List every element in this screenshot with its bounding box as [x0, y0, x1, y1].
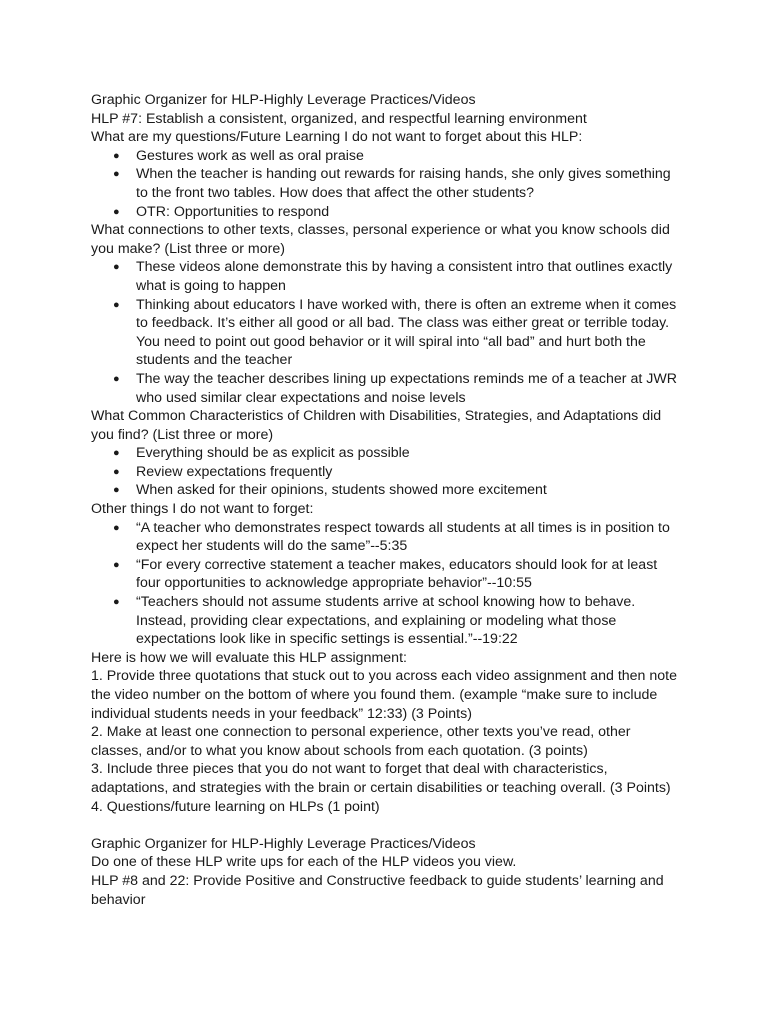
evaluation-item: 3. Include three pieces that you do not want to forget that deal with characteristics, adaptations, and strategies with the brain or certain disabilities or teaching overall. (3 Points) [91, 761, 671, 796]
list-item: ● These videos alone demonstrate this by having a consistent intro that outlines exactly what is going to happen [113, 259, 673, 294]
connections-heading: What connections to other texts, classes, personal experience or what you know schools did you make? (List three or more) [91, 222, 670, 257]
list-item: ● “A teacher who demonstrates respect towards all students at all times is in position to expect her students will do the same”--5:35 [113, 519, 670, 555]
list-item: ● “For every corrective statement a teacher makes, educators should look for at least four opportunities to acknowledge appropriate behavior”--10:55 [113, 556, 658, 592]
bullet-icon: ● [113, 372, 120, 385]
bullet-icon: ● [113, 205, 120, 218]
organizer-title: Graphic Organizer for HLP-Highly Leverage Practices/Videos [91, 92, 476, 108]
list-item: ● The way the teacher describes lining up expectations reminds me of a teacher at JWR who used similar clear expectations and noise levels [113, 370, 677, 406]
bullet-icon: ● [113, 484, 120, 497]
bullet-icon: ● [113, 447, 120, 460]
list-item: ● “Teachers should not assume students arrive at school knowing how to behave. Instead, providing clear expectations, and explaining or modeling what those expectations look like in specific settings is essential.”--19:22 [113, 594, 636, 648]
hlp-heading-2: HLP #8 and 22: Provide Positive and Constructive feedback to guide students’ learning and behavior [91, 872, 664, 908]
evaluation-heading: Here is how we will evaluate this HLP assignment: [91, 649, 407, 666]
characteristics-list [91, 444, 681, 500]
evaluation-item: 1. Provide three quotations that stuck out to you across each video assignment and then note the video number on the bottom of where you found them. (example “make sure to include individual students needs in your feedback” 12:33) (3 Points) [91, 668, 677, 722]
bullet-icon: ● [113, 261, 120, 274]
connections-list [91, 258, 681, 407]
bullet-icon: ● [113, 168, 120, 181]
paragraph-gap [91, 816, 681, 835]
bullet-icon: ● [113, 465, 120, 478]
bullet-icon: ● [113, 149, 120, 162]
evaluation-item: 2. Make at least one connection to personal experience, other texts you’ve read, other classes, and/or to what you know about schools from each quotation. (3 points) [91, 724, 631, 759]
other-things-heading: Other things I do not want to forget: [91, 501, 314, 518]
document-page [91, 91, 681, 909]
bullet-icon: ● [113, 298, 120, 311]
quotes-list [91, 519, 681, 649]
hlp-heading: HLP #7: Establish a consistent, organized, and respectful learning environment [91, 110, 587, 127]
bullet-icon: ● [113, 596, 120, 609]
list-item: ● OTR: Opportunities to respond [113, 203, 330, 220]
bullet-icon: ● [113, 558, 120, 571]
questions-list [91, 147, 681, 221]
questions-heading: What are my questions/Future Learning I do not want to forget about this HLP: [91, 129, 583, 146]
list-item: ● Gestures work as well as oral praise [113, 147, 364, 164]
list-item: ● When asked for their opinions, students showed more excitement [113, 482, 547, 499]
list-item: ● Everything should be as explicit as possible [113, 445, 410, 462]
list-item: ● When the teacher is handing out rewards for raising hands, she only gives something to the front two tables. How does that affect the other students? [113, 166, 671, 201]
bullet-icon: ● [113, 521, 120, 534]
evaluation-item: 4. Questions/future learning on HLPs (1 point) [91, 798, 380, 815]
organizer-title-2: Graphic Organizer for HLP-Highly Leverage Practices/Videos [91, 835, 476, 852]
characteristics-heading: What Common Characteristics of Children with Disabilities, Strategies, and Adaptations did you find? (List three or more) [91, 408, 662, 443]
list-item: ● Thinking about educators I have worked with, there is often an extreme when it comes to feedback. It’s either all good or all bad. The class was either great or terrible today. You need to point out good behavior or it will spiral into “all bad” and hurt both the students and the teacher [113, 296, 677, 369]
instruction-text: Do one of these HLP write ups for each of the HLP videos you view. [91, 854, 517, 871]
list-item: ● Review expectations frequently [113, 463, 333, 480]
